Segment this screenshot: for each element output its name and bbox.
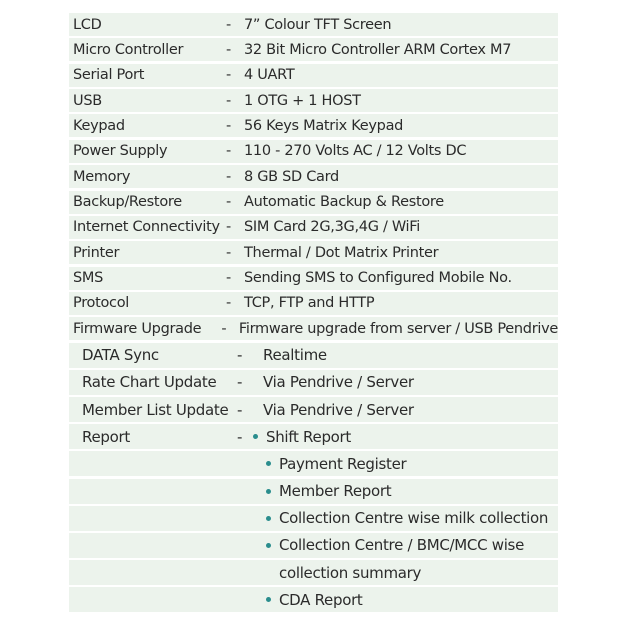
spec-value: 110 - 270 Volts AC / 12 Volts DC bbox=[244, 143, 467, 160]
spec-row bbox=[69, 292, 558, 315]
feature-label: Rate Chart Update bbox=[82, 373, 217, 392]
spec-row bbox=[69, 89, 558, 112]
spec-separator: - bbox=[226, 219, 231, 236]
spec-value: 8 GB SD Card bbox=[244, 168, 339, 185]
spec-row bbox=[69, 13, 558, 36]
spec-separator: - bbox=[226, 41, 231, 58]
feature-label: Member List Update bbox=[82, 400, 229, 419]
report-item-text: Shift Report bbox=[266, 427, 351, 446]
report-item bbox=[266, 509, 548, 527]
spec-separator: - bbox=[226, 16, 231, 33]
spec-separator: - bbox=[226, 270, 231, 287]
spec-label: Firmware Upgrade bbox=[73, 320, 202, 337]
bullet-icon bbox=[253, 434, 258, 439]
spec-row bbox=[69, 241, 558, 264]
spec-label: Serial Port bbox=[73, 67, 145, 84]
spec-row bbox=[69, 64, 558, 87]
feature-row bbox=[69, 370, 558, 395]
report-row bbox=[69, 451, 558, 476]
report-row bbox=[69, 506, 558, 531]
spec-row bbox=[69, 114, 558, 137]
feature-value: Via Pendrive / Server bbox=[263, 400, 414, 419]
spec-value: 32 Bit Micro Controller ARM Cortex M7 bbox=[244, 41, 512, 58]
spec-value: 56 Keys Matrix Keypad bbox=[244, 117, 404, 134]
spec-row bbox=[69, 267, 558, 290]
spec-row bbox=[69, 317, 558, 340]
spec-label: Printer bbox=[73, 244, 120, 261]
spec-label: Keypad bbox=[73, 117, 125, 134]
feature-separator: - bbox=[237, 346, 243, 365]
report-item bbox=[266, 536, 524, 554]
spec-row bbox=[69, 165, 558, 188]
report-row bbox=[69, 533, 558, 558]
spec-value: Sending SMS to Configured Mobile No. bbox=[244, 270, 512, 287]
report-row bbox=[69, 424, 558, 449]
spec-label: USB bbox=[73, 92, 102, 109]
bullet-icon bbox=[266, 461, 271, 466]
bullet-icon bbox=[266, 597, 271, 602]
bullet-icon bbox=[266, 543, 271, 548]
report-row bbox=[69, 560, 558, 585]
spec-label: LCD bbox=[73, 16, 102, 33]
report-item-text: Member Report bbox=[279, 482, 392, 501]
spec-value: TCP, FTP and HTTP bbox=[244, 295, 375, 312]
feature-label: DATA Sync bbox=[82, 346, 159, 365]
spec-separator: - bbox=[226, 143, 231, 160]
spec-row bbox=[69, 140, 558, 163]
report-row bbox=[69, 479, 558, 504]
spec-row bbox=[69, 38, 558, 61]
bullet-icon bbox=[266, 516, 271, 521]
report-item-text: Collection Centre wise milk collection bbox=[279, 509, 549, 528]
spec-separator: - bbox=[226, 92, 231, 109]
spec-label: Memory bbox=[73, 168, 131, 185]
spec-label: SMS bbox=[73, 270, 104, 287]
spec-value: Firmware upgrade from server / USB Pendrive bbox=[238, 320, 558, 337]
spec-value: 1 OTG + 1 HOST bbox=[244, 92, 361, 109]
feature-table bbox=[69, 343, 558, 613]
spec-label: Internet Connectivity bbox=[73, 219, 220, 236]
spec-value: Thermal / Dot Matrix Printer bbox=[244, 244, 439, 261]
spec-value: Automatic Backup & Restore bbox=[244, 194, 444, 211]
spec-value: 4 UART bbox=[244, 67, 295, 84]
feature-row bbox=[69, 397, 558, 422]
spec-separator: - bbox=[226, 244, 231, 261]
spec-separator: - bbox=[226, 168, 231, 185]
spec-separator: - bbox=[226, 194, 231, 211]
feature-value: Via Pendrive / Server bbox=[263, 373, 414, 392]
report-row bbox=[69, 587, 558, 612]
feature-row bbox=[69, 343, 558, 368]
spec-separator: - bbox=[221, 320, 227, 337]
report-label: Report bbox=[82, 427, 130, 446]
report-item-text: collection summary bbox=[279, 563, 422, 582]
spec-table bbox=[69, 13, 558, 340]
spec-value: 7” Colour TFT Screen bbox=[244, 16, 392, 33]
report-item bbox=[266, 591, 363, 609]
report-item bbox=[253, 428, 351, 446]
report-item-text: CDA Report bbox=[279, 590, 363, 609]
spec-row bbox=[69, 191, 558, 214]
report-item bbox=[266, 455, 406, 473]
feature-separator: - bbox=[237, 400, 243, 419]
spec-label: Micro Controller bbox=[73, 41, 184, 58]
report-item-text: Collection Centre / BMC/MCC wise bbox=[279, 536, 525, 555]
bullet-icon bbox=[266, 489, 271, 494]
feature-value: Realtime bbox=[263, 346, 327, 365]
spec-label: Backup/Restore bbox=[73, 194, 182, 211]
report-item bbox=[266, 482, 391, 500]
feature-separator: - bbox=[237, 373, 243, 392]
report-separator: - bbox=[237, 427, 243, 446]
spec-separator: - bbox=[226, 117, 231, 134]
report-item-text: Payment Register bbox=[279, 454, 407, 473]
spec-row bbox=[69, 216, 558, 239]
spec-label: Protocol bbox=[73, 295, 130, 312]
spec-separator: - bbox=[226, 67, 231, 84]
spec-separator: - bbox=[226, 295, 231, 312]
spec-label: Power Supply bbox=[73, 143, 168, 160]
spec-value: SIM Card 2G,3G,4G / WiFi bbox=[244, 219, 420, 236]
spec-sheet bbox=[69, 13, 558, 615]
